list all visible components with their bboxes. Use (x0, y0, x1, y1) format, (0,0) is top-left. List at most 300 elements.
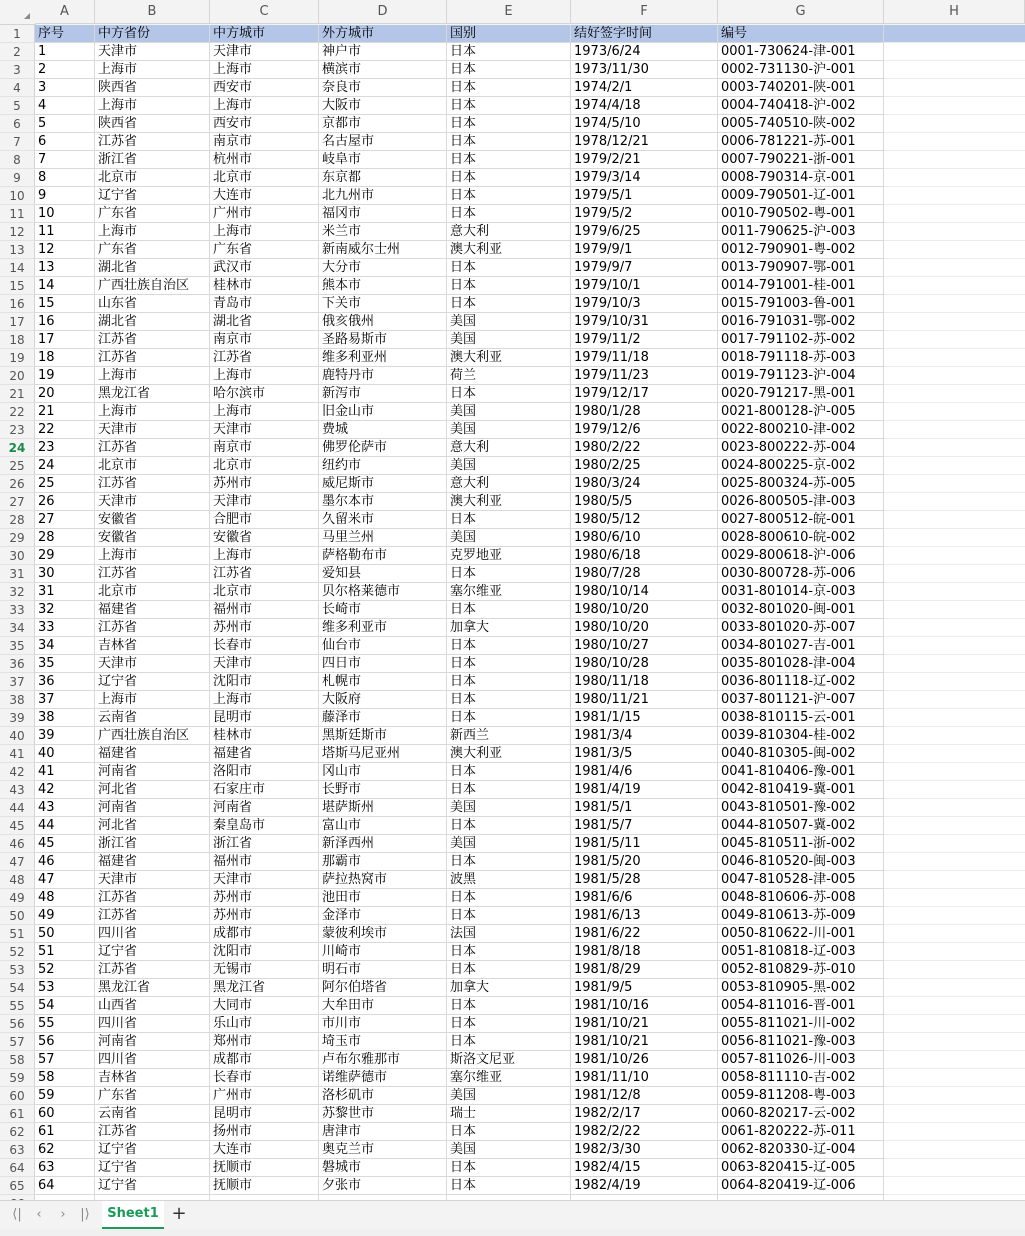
header-cell[interactable]: 编号 (718, 25, 884, 43)
data-cell[interactable]: 0048-810606-苏-008 (718, 889, 884, 907)
data-cell[interactable]: 大同市 (210, 997, 319, 1015)
row-header[interactable]: 61 (0, 1105, 35, 1123)
empty-cell[interactable] (884, 25, 1025, 43)
row-header[interactable]: 64 (0, 1159, 35, 1177)
empty-cell[interactable] (884, 601, 1025, 619)
row-header[interactable]: 10 (0, 187, 35, 205)
data-cell[interactable]: 阿尔伯塔省 (319, 979, 447, 997)
data-cell[interactable]: 广西壮族自治区 (95, 727, 210, 745)
data-cell[interactable]: 克罗地亚 (447, 547, 571, 565)
row-header[interactable]: 50 (0, 907, 35, 925)
last-sheet-icon[interactable]: |⟩ (80, 1207, 90, 1222)
data-cell[interactable]: 四川省 (95, 1051, 210, 1069)
data-cell[interactable]: 0004-740418-沪-002 (718, 97, 884, 115)
data-cell[interactable]: 加拿大 (447, 979, 571, 997)
data-cell[interactable]: 1981/4/6 (571, 763, 718, 781)
data-cell[interactable]: 江苏省 (95, 133, 210, 151)
data-cell[interactable]: 维多利亚市 (319, 619, 447, 637)
data-cell[interactable]: 43 (35, 799, 95, 817)
data-cell[interactable]: 0052-810829-苏-010 (718, 961, 884, 979)
empty-cell[interactable] (884, 367, 1025, 385)
row-header[interactable]: 37 (0, 673, 35, 691)
data-cell[interactable]: 吉林省 (95, 637, 210, 655)
data-cell[interactable]: 苏州市 (210, 619, 319, 637)
data-cell[interactable]: 长野市 (319, 781, 447, 799)
data-cell[interactable]: 32 (35, 601, 95, 619)
data-cell[interactable]: 意大利 (447, 223, 571, 241)
data-cell[interactable]: 1982/2/17 (571, 1105, 718, 1123)
empty-cell[interactable] (884, 259, 1025, 277)
data-cell[interactable]: 美国 (447, 457, 571, 475)
data-cell[interactable]: 辽宁省 (95, 187, 210, 205)
data-cell[interactable]: 墨尔本市 (319, 493, 447, 511)
row-header[interactable]: 3 (0, 61, 35, 79)
data-cell[interactable]: 1980/10/20 (571, 601, 718, 619)
data-cell[interactable]: 池田市 (319, 889, 447, 907)
empty-cell[interactable] (884, 493, 1025, 511)
data-cell[interactable]: 26 (35, 493, 95, 511)
data-cell[interactable]: 0034-801027-吉-001 (718, 637, 884, 655)
data-cell[interactable]: 1980/5/5 (571, 493, 718, 511)
data-cell[interactable]: 0021-800128-沪-005 (718, 403, 884, 421)
data-cell[interactable]: 塞尔维亚 (447, 583, 571, 601)
header-cell[interactable]: 结好签字时间 (571, 25, 718, 43)
data-cell[interactable]: 安徽省 (210, 529, 319, 547)
data-cell[interactable]: 贝尔格莱德市 (319, 583, 447, 601)
data-cell[interactable]: 1980/11/21 (571, 691, 718, 709)
empty-cell[interactable] (884, 421, 1025, 439)
data-cell[interactable]: 瑞士 (447, 1105, 571, 1123)
data-cell[interactable]: 陕西省 (95, 79, 210, 97)
data-cell[interactable]: 江苏省 (210, 349, 319, 367)
data-cell[interactable]: 0009-790501-辽-001 (718, 187, 884, 205)
data-cell[interactable]: 哈尔滨市 (210, 385, 319, 403)
column-header-e[interactable]: E (447, 0, 571, 24)
data-cell[interactable]: 奥克兰市 (319, 1141, 447, 1159)
data-cell[interactable]: 荷兰 (447, 367, 571, 385)
data-cell[interactable]: 天津市 (95, 871, 210, 889)
data-cell[interactable]: 南京市 (210, 133, 319, 151)
empty-cell[interactable] (884, 313, 1025, 331)
data-cell[interactable]: 辽宁省 (95, 943, 210, 961)
data-cell[interactable]: 1981/9/5 (571, 979, 718, 997)
row-header[interactable]: 63 (0, 1141, 35, 1159)
data-cell[interactable]: 1981/3/4 (571, 727, 718, 745)
data-cell[interactable]: 1981/5/1 (571, 799, 718, 817)
data-cell[interactable]: 天津市 (95, 421, 210, 439)
empty-cell[interactable] (884, 925, 1025, 943)
data-cell[interactable]: 京都市 (319, 115, 447, 133)
row-header[interactable]: 36 (0, 655, 35, 673)
data-cell[interactable]: 俄亥俄州 (319, 313, 447, 331)
data-cell[interactable]: 1981/10/21 (571, 1015, 718, 1033)
data-cell[interactable]: 1981/6/13 (571, 907, 718, 925)
header-cell[interactable]: 中方省份 (95, 25, 210, 43)
data-cell[interactable]: 0061-820222-苏-011 (718, 1123, 884, 1141)
data-cell[interactable]: 0002-731130-沪-001 (718, 61, 884, 79)
row-header[interactable]: 56 (0, 1015, 35, 1033)
data-cell[interactable]: 日本 (447, 43, 571, 61)
data-cell[interactable]: 1978/12/21 (571, 133, 718, 151)
data-cell[interactable]: 28 (35, 529, 95, 547)
data-cell[interactable]: 河北省 (95, 817, 210, 835)
data-cell[interactable]: 日本 (447, 673, 571, 691)
data-cell[interactable]: 市川市 (319, 1015, 447, 1033)
data-cell[interactable]: 湖北省 (210, 313, 319, 331)
data-cell[interactable]: 1973/11/30 (571, 61, 718, 79)
data-cell[interactable]: 1980/1/28 (571, 403, 718, 421)
empty-cell[interactable] (884, 187, 1025, 205)
data-cell[interactable]: 日本 (447, 1123, 571, 1141)
data-cell[interactable]: 上海市 (210, 547, 319, 565)
empty-cell[interactable] (884, 277, 1025, 295)
row-header[interactable]: 44 (0, 799, 35, 817)
data-cell[interactable]: 日本 (447, 1177, 571, 1195)
data-cell[interactable]: 日本 (447, 817, 571, 835)
data-cell[interactable]: 河南省 (95, 799, 210, 817)
data-cell[interactable]: 威尼斯市 (319, 475, 447, 493)
data-cell[interactable]: 0007-790221-浙-001 (718, 151, 884, 169)
data-cell[interactable]: 上海市 (210, 403, 319, 421)
row-header[interactable]: 30 (0, 547, 35, 565)
data-cell[interactable]: 33 (35, 619, 95, 637)
data-cell[interactable]: 江苏省 (95, 619, 210, 637)
data-cell[interactable]: 日本 (447, 709, 571, 727)
data-cell[interactable]: 1979/11/2 (571, 331, 718, 349)
data-cell[interactable]: 0014-791001-桂-001 (718, 277, 884, 295)
data-cell[interactable]: 澳大利亚 (447, 493, 571, 511)
data-cell[interactable]: 0051-810818-辽-003 (718, 943, 884, 961)
data-cell[interactable]: 冈山市 (319, 763, 447, 781)
data-cell[interactable]: 萨格勒布市 (319, 547, 447, 565)
data-cell[interactable]: 黑龙江省 (95, 385, 210, 403)
row-header[interactable]: 53 (0, 961, 35, 979)
row-header[interactable]: 14 (0, 259, 35, 277)
data-cell[interactable]: 杭州市 (210, 151, 319, 169)
data-cell[interactable]: 1974/5/10 (571, 115, 718, 133)
data-cell[interactable]: 47 (35, 871, 95, 889)
row-header[interactable]: 9 (0, 169, 35, 187)
data-cell[interactable]: 0043-810501-豫-002 (718, 799, 884, 817)
data-cell[interactable]: 上海市 (95, 547, 210, 565)
header-cell[interactable]: 序号 (35, 25, 95, 43)
data-cell[interactable]: 苏州市 (210, 889, 319, 907)
data-cell[interactable]: 江苏省 (95, 439, 210, 457)
header-cell[interactable]: 外方城市 (319, 25, 447, 43)
data-cell[interactable]: 桂林市 (210, 277, 319, 295)
empty-cell[interactable] (884, 151, 1025, 169)
data-cell[interactable]: 江苏省 (95, 331, 210, 349)
empty-cell[interactable] (884, 1033, 1025, 1051)
data-cell[interactable]: 18 (35, 349, 95, 367)
data-cell[interactable]: 1980/6/10 (571, 529, 718, 547)
data-cell[interactable]: 日本 (447, 115, 571, 133)
data-cell[interactable]: 0028-800610-皖-002 (718, 529, 884, 547)
data-cell[interactable]: 江苏省 (95, 349, 210, 367)
data-cell[interactable]: 上海市 (210, 97, 319, 115)
data-cell[interactable]: 爱知县 (319, 565, 447, 583)
data-cell[interactable]: 56 (35, 1033, 95, 1051)
data-cell[interactable]: 1981/5/20 (571, 853, 718, 871)
empty-cell[interactable] (884, 403, 1025, 421)
data-cell[interactable]: 50 (35, 925, 95, 943)
empty-cell[interactable] (884, 583, 1025, 601)
data-cell[interactable]: 名古屋市 (319, 133, 447, 151)
data-cell[interactable]: 萨拉热窝市 (319, 871, 447, 889)
data-cell[interactable]: 福州市 (210, 601, 319, 619)
data-cell[interactable]: 31 (35, 583, 95, 601)
empty-cell[interactable] (884, 169, 1025, 187)
data-cell[interactable]: 1979/10/31 (571, 313, 718, 331)
data-cell[interactable]: 福建省 (95, 853, 210, 871)
data-cell[interactable]: 浙江省 (210, 835, 319, 853)
data-cell[interactable]: 天津市 (95, 43, 210, 61)
data-cell[interactable]: 11 (35, 223, 95, 241)
data-cell[interactable]: 上海市 (95, 223, 210, 241)
data-cell[interactable]: 长春市 (210, 637, 319, 655)
empty-cell[interactable] (884, 97, 1025, 115)
data-cell[interactable]: 石家庄市 (210, 781, 319, 799)
data-cell[interactable]: 64 (35, 1177, 95, 1195)
row-header[interactable]: 18 (0, 331, 35, 349)
data-cell[interactable]: 1980/10/27 (571, 637, 718, 655)
data-cell[interactable]: 乐山市 (210, 1015, 319, 1033)
data-cell[interactable]: 北京市 (210, 583, 319, 601)
empty-cell[interactable] (884, 1141, 1025, 1159)
data-cell[interactable]: 秦皇岛市 (210, 817, 319, 835)
data-cell[interactable]: 日本 (447, 637, 571, 655)
data-cell[interactable]: 辽宁省 (95, 1159, 210, 1177)
data-cell[interactable]: 0033-801020-苏-007 (718, 619, 884, 637)
data-cell[interactable]: 岐阜市 (319, 151, 447, 169)
data-cell[interactable]: 0010-790502-粤-001 (718, 205, 884, 223)
data-cell[interactable]: 天津市 (210, 43, 319, 61)
empty-cell[interactable] (884, 745, 1025, 763)
data-cell[interactable]: 上海市 (210, 223, 319, 241)
data-cell[interactable]: 新西兰 (447, 727, 571, 745)
data-cell[interactable]: 黑龙江省 (95, 979, 210, 997)
data-cell[interactable]: 江苏省 (210, 565, 319, 583)
data-cell[interactable]: 1982/4/15 (571, 1159, 718, 1177)
data-cell[interactable]: 日本 (447, 259, 571, 277)
data-cell[interactable]: 0056-811021-豫-003 (718, 1033, 884, 1051)
row-header[interactable]: 28 (0, 511, 35, 529)
data-cell[interactable]: 0013-790907-鄂-001 (718, 259, 884, 277)
data-cell[interactable]: 堪萨斯州 (319, 799, 447, 817)
data-cell[interactable]: 0049-810613-苏-009 (718, 907, 884, 925)
data-cell[interactable]: 大牟田市 (319, 997, 447, 1015)
data-cell[interactable]: 9 (35, 187, 95, 205)
row-header[interactable]: 60 (0, 1087, 35, 1105)
data-cell[interactable]: 日本 (447, 853, 571, 871)
data-cell[interactable]: 1979/10/3 (571, 295, 718, 313)
data-cell[interactable]: 0037-801121-沪-007 (718, 691, 884, 709)
data-cell[interactable]: 1982/3/30 (571, 1141, 718, 1159)
data-cell[interactable]: 0053-810905-黑-002 (718, 979, 884, 997)
empty-cell[interactable] (884, 475, 1025, 493)
data-cell[interactable]: 日本 (447, 781, 571, 799)
data-cell[interactable]: 1974/2/1 (571, 79, 718, 97)
data-cell[interactable]: 52 (35, 961, 95, 979)
row-header[interactable]: 49 (0, 889, 35, 907)
data-cell[interactable]: 51 (35, 943, 95, 961)
data-cell[interactable]: 大阪市 (319, 97, 447, 115)
data-cell[interactable]: 上海市 (95, 403, 210, 421)
data-cell[interactable]: 1981/5/28 (571, 871, 718, 889)
data-cell[interactable]: 日本 (447, 565, 571, 583)
data-cell[interactable]: 1981/3/5 (571, 745, 718, 763)
data-cell[interactable]: 福州市 (210, 853, 319, 871)
empty-cell[interactable] (884, 907, 1025, 925)
data-cell[interactable]: 0020-791217-黑-001 (718, 385, 884, 403)
data-cell[interactable]: 昆明市 (210, 1105, 319, 1123)
data-cell[interactable]: 15 (35, 295, 95, 313)
data-cell[interactable]: 0039-810304-桂-002 (718, 727, 884, 745)
row-header[interactable]: 32 (0, 583, 35, 601)
data-cell[interactable]: 1979/9/7 (571, 259, 718, 277)
data-cell[interactable]: 澳大利亚 (447, 241, 571, 259)
data-cell[interactable]: 神户市 (319, 43, 447, 61)
data-cell[interactable]: 1979/2/21 (571, 151, 718, 169)
empty-cell[interactable] (884, 637, 1025, 655)
sheet-tab-sheet1[interactable]: Sheet1 (102, 1201, 164, 1229)
data-cell[interactable]: 0055-811021-川-002 (718, 1015, 884, 1033)
empty-cell[interactable] (884, 349, 1025, 367)
data-cell[interactable]: 沈阳市 (210, 673, 319, 691)
data-cell[interactable]: 成都市 (210, 1051, 319, 1069)
data-cell[interactable]: 22 (35, 421, 95, 439)
data-cell[interactable]: 意大利 (447, 475, 571, 493)
data-cell[interactable]: 0031-801014-京-003 (718, 583, 884, 601)
data-cell[interactable]: 江苏省 (95, 475, 210, 493)
data-cell[interactable]: 0063-820415-辽-005 (718, 1159, 884, 1177)
data-cell[interactable]: 黑斯廷斯市 (319, 727, 447, 745)
data-cell[interactable]: 1973/6/24 (571, 43, 718, 61)
data-cell[interactable]: 大阪府 (319, 691, 447, 709)
data-cell[interactable]: 北九州市 (319, 187, 447, 205)
data-cell[interactable]: 广州市 (210, 205, 319, 223)
data-cell[interactable]: 1980/10/28 (571, 655, 718, 673)
data-cell[interactable]: 日本 (447, 1159, 571, 1177)
data-cell[interactable]: 54 (35, 997, 95, 1015)
data-cell[interactable]: 53 (35, 979, 95, 997)
data-cell[interactable]: 0032-801020-闽-001 (718, 601, 884, 619)
data-cell[interactable]: 河南省 (95, 763, 210, 781)
data-cell[interactable]: 下关市 (319, 295, 447, 313)
data-cell[interactable]: 0012-790901-粤-002 (718, 241, 884, 259)
data-cell[interactable]: 唐津市 (319, 1123, 447, 1141)
data-cell[interactable]: 1981/8/29 (571, 961, 718, 979)
data-cell[interactable]: 长春市 (210, 1069, 319, 1087)
data-cell[interactable]: 17 (35, 331, 95, 349)
data-cell[interactable]: 昆明市 (210, 709, 319, 727)
data-cell[interactable]: 埼玉市 (319, 1033, 447, 1051)
row-header[interactable]: 31 (0, 565, 35, 583)
data-cell[interactable]: 浙江省 (95, 151, 210, 169)
data-cell[interactable]: 鹿特丹市 (319, 367, 447, 385)
data-cell[interactable]: 4 (35, 97, 95, 115)
data-cell[interactable]: 1981/6/6 (571, 889, 718, 907)
data-cell[interactable]: 1979/6/25 (571, 223, 718, 241)
data-cell[interactable]: 35 (35, 655, 95, 673)
data-cell[interactable]: 日本 (447, 907, 571, 925)
row-header[interactable]: 42 (0, 763, 35, 781)
data-cell[interactable]: 0041-810406-豫-001 (718, 763, 884, 781)
data-cell[interactable]: 0045-810511-浙-002 (718, 835, 884, 853)
data-cell[interactable]: 湖北省 (95, 259, 210, 277)
data-cell[interactable]: 1981/11/10 (571, 1069, 718, 1087)
data-cell[interactable]: 1980/10/20 (571, 619, 718, 637)
data-cell[interactable]: 无锡市 (210, 961, 319, 979)
row-header[interactable]: 57 (0, 1033, 35, 1051)
data-cell[interactable]: 洛阳市 (210, 763, 319, 781)
empty-cell[interactable] (884, 1177, 1025, 1195)
data-cell[interactable]: 札幌市 (319, 673, 447, 691)
data-cell[interactable]: 0044-810507-冀-002 (718, 817, 884, 835)
data-cell[interactable]: 10 (35, 205, 95, 223)
empty-cell[interactable] (884, 817, 1025, 835)
row-header[interactable]: 52 (0, 943, 35, 961)
data-cell[interactable]: 60 (35, 1105, 95, 1123)
data-cell[interactable]: 河南省 (210, 799, 319, 817)
data-cell[interactable]: 1981/10/21 (571, 1033, 718, 1051)
data-cell[interactable]: 河南省 (95, 1033, 210, 1051)
data-cell[interactable]: 日本 (447, 601, 571, 619)
data-cell[interactable]: 0062-820330-辽-004 (718, 1141, 884, 1159)
data-cell[interactable]: 1982/2/22 (571, 1123, 718, 1141)
data-cell[interactable]: 0019-791123-沪-004 (718, 367, 884, 385)
data-cell[interactable]: 55 (35, 1015, 95, 1033)
data-cell[interactable]: 江苏省 (95, 1123, 210, 1141)
data-cell[interactable]: 仙台市 (319, 637, 447, 655)
data-cell[interactable]: 美国 (447, 529, 571, 547)
data-cell[interactable]: 日本 (447, 187, 571, 205)
empty-cell[interactable] (884, 223, 1025, 241)
data-cell[interactable]: 0022-800210-津-002 (718, 421, 884, 439)
data-cell[interactable]: 美国 (447, 421, 571, 439)
data-cell[interactable]: 0018-791118-苏-003 (718, 349, 884, 367)
column-header-h[interactable]: H (884, 0, 1025, 24)
data-cell[interactable]: 日本 (447, 1033, 571, 1051)
data-cell[interactable]: 奈良市 (319, 79, 447, 97)
data-cell[interactable]: 日本 (447, 133, 571, 151)
empty-cell[interactable] (884, 871, 1025, 889)
row-header[interactable]: 26 (0, 475, 35, 493)
data-cell[interactable]: 0047-810528-津-005 (718, 871, 884, 889)
data-cell[interactable]: 46 (35, 853, 95, 871)
data-cell[interactable]: 明石市 (319, 961, 447, 979)
data-cell[interactable]: 那霸市 (319, 853, 447, 871)
column-header-b[interactable]: B (95, 0, 210, 24)
data-cell[interactable]: 1981/1/15 (571, 709, 718, 727)
data-cell[interactable]: 1981/10/26 (571, 1051, 718, 1069)
data-cell[interactable]: 夕张市 (319, 1177, 447, 1195)
data-cell[interactable]: 北京市 (210, 169, 319, 187)
data-cell[interactable]: 63 (35, 1159, 95, 1177)
data-cell[interactable]: 58 (35, 1069, 95, 1087)
data-cell[interactable]: 四川省 (95, 1015, 210, 1033)
data-cell[interactable]: 1981/6/22 (571, 925, 718, 943)
data-cell[interactable]: 河北省 (95, 781, 210, 799)
data-cell[interactable]: 广东省 (95, 241, 210, 259)
data-cell[interactable]: 沈阳市 (210, 943, 319, 961)
data-cell[interactable]: 0042-810419-冀-001 (718, 781, 884, 799)
row-header[interactable]: 15 (0, 277, 35, 295)
empty-cell[interactable] (884, 1123, 1025, 1141)
data-cell[interactable]: 0064-820419-辽-006 (718, 1177, 884, 1195)
empty-cell[interactable] (884, 709, 1025, 727)
data-cell[interactable]: 山东省 (95, 295, 210, 313)
